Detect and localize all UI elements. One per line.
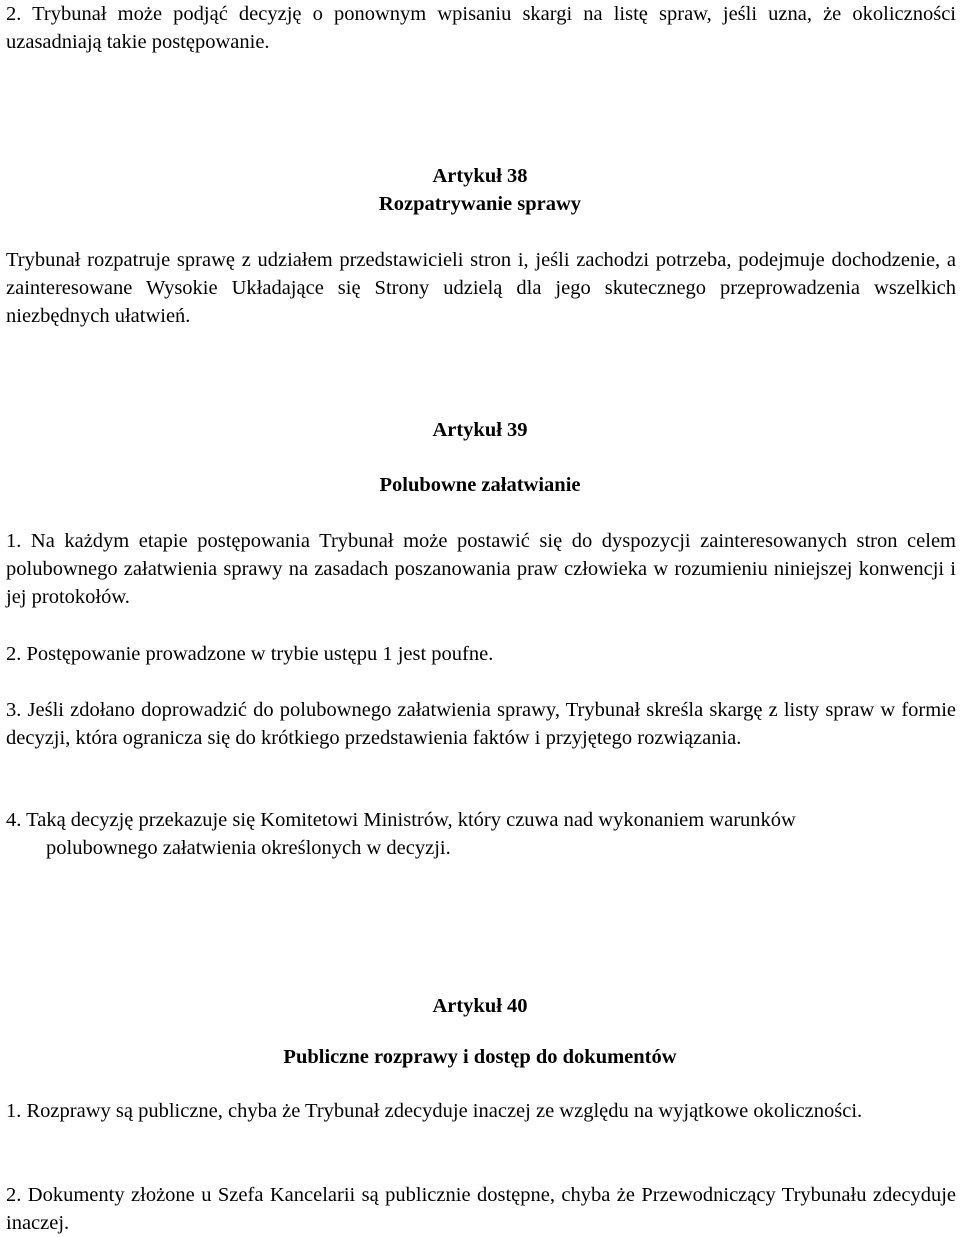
article-39-paragraph-4-line-2: polubownego załatwienia określonych w decyzji. — [46, 837, 451, 859]
article-40-subtitle: Publiczne rozprawy i dostęp do dokumentów — [283, 1046, 677, 1068]
article-40-paragraph-1: 1. Rozprawy są publiczne, chyba że Trybunał zdecyduje inaczej ze względu na wyjątkowe okoliczności. — [6, 1100, 863, 1122]
article-39-paragraph-1: 1. Na każdym etapie postępowania Trybunał może postawić się do dyspozycji zainteresowanych stron celem polubownego załatwienia sprawy na zasadach poszanowania praw człowieka w rozumieniu niniejszej konwencji i jej protokołów. — [6, 530, 956, 608]
article-39-subtitle: Polubowne załatwianie — [379, 474, 581, 496]
article-40-title: Artykuł 40 — [432, 995, 528, 1017]
article-39-title: Artykuł 39 — [432, 419, 528, 441]
article-39-paragraph-3: 3. Jeśli zdołano doprowadzić do polubownego załatwienia sprawy, Trybunał skreśla skargę z listy spraw w formie decyzji, która ogranicza się do krótkiego przedstawienia faktów i przyjętego rozwiązania. — [6, 699, 956, 749]
article-38-title: Artykuł 38 — [432, 165, 528, 187]
article-39-paragraph-4-line-1: 4. Taką decyzję przekazuje się Komitetowi Ministrów, który czuwa nad wykonaniem warunków — [6, 809, 796, 831]
article-39-paragraph-2: 2. Postępowanie prowadzone w trybie ustępu 1 jest poufne. — [6, 643, 494, 665]
paragraph-reinstatement: 2. Trybunał może podjąć decyzję o ponownym wpisaniu skargi na listę spraw, jeśli uzna, że okoliczności uzasadniają takie postępowanie. — [6, 3, 956, 53]
article-38-body: Trybunał rozpatruje sprawę z udziałem przedstawicieli stron i, jeśli zachodzi potrzeba, podejmuje dochodzenie, a zainteresowane Wysokie Układające się Strony udzielą dla jego skutecznego przeprowadzenia wszelkich niezbędnych ułatwień. — [6, 249, 956, 327]
article-40-paragraph-2: 2. Dokumenty złożone u Szefa Kancelarii są publicznie dostępne, chyba że Przewodniczący Trybunału zdecyduje inaczej. — [6, 1184, 956, 1234]
article-38-subtitle: Rozpatrywanie sprawy — [378, 193, 582, 215]
